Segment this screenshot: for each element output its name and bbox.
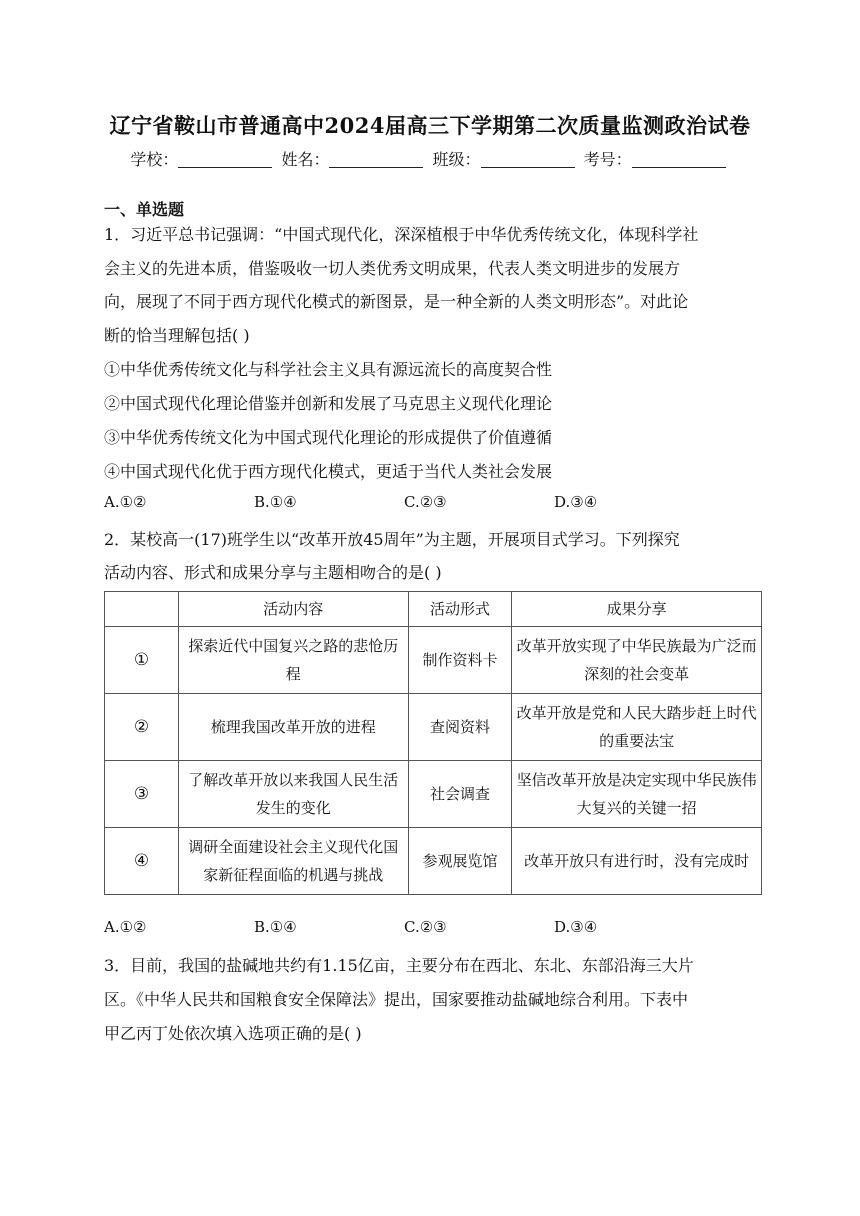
row-number: ① bbox=[105, 627, 179, 694]
header-cell: 成果分享 bbox=[512, 592, 762, 627]
class-blank[interactable] bbox=[481, 152, 575, 168]
activity-form: 查阅资料 bbox=[408, 694, 512, 761]
activity-content: 梳理我国改革开放的进程 bbox=[178, 694, 408, 761]
q1-stem-line: 断的恰当理解包括( ) bbox=[104, 326, 250, 345]
q2-option-b[interactable]: B.①④ bbox=[254, 918, 297, 936]
name-label: 姓名： bbox=[281, 150, 330, 169]
row-number: ③ bbox=[105, 761, 179, 828]
q2-stem-line: 2．某校高一(17)班学生以“改革开放45周年”为主题，开展项目式学习。下列探究 bbox=[104, 530, 680, 549]
activity-table bbox=[104, 591, 762, 895]
exam-title: 辽宁省鞍山市普通高中2024届高三下学期第二次质量监测政治试卷 bbox=[109, 113, 751, 138]
header-cell: 活动内容 bbox=[178, 592, 408, 627]
result-sharing: 改革开放实现了中华民族最为广泛而深刻的社会变革 bbox=[512, 627, 762, 694]
result-sharing: 改革开放是党和人民大踏步赶上时代的重要法宝 bbox=[512, 694, 762, 761]
row-number: ② bbox=[105, 694, 179, 761]
school-label: 学校： bbox=[130, 150, 179, 169]
table-header-row bbox=[105, 592, 762, 627]
q1-statement: ③中华优秀传统文化为中国式现代化理论的形成提供了价值遵循 bbox=[104, 428, 553, 447]
result-sharing: 坚信改革开放是决定实现中华民族伟大复兴的关键一招 bbox=[512, 761, 762, 828]
number-blank[interactable] bbox=[632, 152, 726, 168]
activity-content: 探索近代中国复兴之路的悲怆历程 bbox=[178, 627, 408, 694]
number-label: 考号： bbox=[583, 150, 632, 169]
activity-form: 制作资料卡 bbox=[408, 627, 512, 694]
activity-content: 了解改革开放以来我国人民生活发生的变化 bbox=[178, 761, 408, 828]
q1-statement: ①中华优秀传统文化与科学社会主义具有源远流长的高度契合性 bbox=[104, 360, 553, 379]
q1-statement: ②中国式现代化理论借鉴并创新和发展了马克思主义现代化理论 bbox=[104, 394, 553, 413]
header-cell: 活动形式 bbox=[408, 592, 512, 627]
q3-stem-line: 区。《中华人民共和国粮食安全保障法》提出，国家要推动盐碱地综合利用。下表中 bbox=[104, 990, 689, 1009]
result-sharing: 改革开放只有进行时，没有完成时 bbox=[512, 828, 762, 895]
name-blank[interactable] bbox=[329, 152, 423, 168]
q2-option-c[interactable]: C.②③ bbox=[404, 918, 447, 936]
q1-stem-line: 会主义的先进本质，借鉴吸收一切人类优秀文明成果，代表人类文明进步的发展方 bbox=[104, 259, 681, 278]
q3-stem-line: 甲乙丙丁处依次填入选项正确的是( ) bbox=[104, 1024, 362, 1043]
activity-form: 社会调查 bbox=[408, 761, 512, 828]
school-blank[interactable] bbox=[178, 152, 272, 168]
q1-option-c[interactable]: C.②③ bbox=[404, 493, 447, 511]
table-row bbox=[105, 761, 762, 828]
class-label: 班级： bbox=[432, 150, 481, 169]
header-cell bbox=[105, 592, 179, 627]
q1-statement: ④中国式现代化优于西方现代化模式，更适于当代人类社会发展 bbox=[104, 462, 553, 481]
section-heading: 一、单选题 bbox=[104, 200, 185, 219]
table-row bbox=[105, 828, 762, 895]
q1-stem-line: 1．习近平总书记强调：“中国式现代化，深深植根于中华优秀传统文化，体现科学社 bbox=[104, 225, 699, 244]
activity-form: 参观展览馆 bbox=[408, 828, 512, 895]
activity-content: 调研全面建设社会主义现代化国家新征程面临的机遇与挑战 bbox=[178, 828, 408, 895]
q1-option-d[interactable]: D.③④ bbox=[554, 493, 598, 511]
q2-option-a[interactable]: A.①② bbox=[104, 918, 147, 936]
table-row bbox=[105, 627, 762, 694]
q1-option-b[interactable]: B.①④ bbox=[254, 493, 297, 511]
student-info-row bbox=[0, 147, 860, 170]
q2-option-d[interactable]: D.③④ bbox=[554, 918, 598, 936]
table-row bbox=[105, 694, 762, 761]
q2-stem-line: 活动内容、形式和成果分享与主题相吻合的是( ) bbox=[104, 563, 442, 582]
q3-stem-line: 3．目前，我国的盐碱地共约有1.15亿亩，主要分布在西北、东北、东部沿海三大片 bbox=[104, 956, 694, 975]
q1-option-a[interactable]: A.①② bbox=[104, 493, 147, 511]
row-number: ④ bbox=[105, 828, 179, 895]
q1-stem-line: 向，展现了不同于西方现代化模式的新图景，是一种全新的人类文明形态”。对此论 bbox=[104, 292, 689, 311]
